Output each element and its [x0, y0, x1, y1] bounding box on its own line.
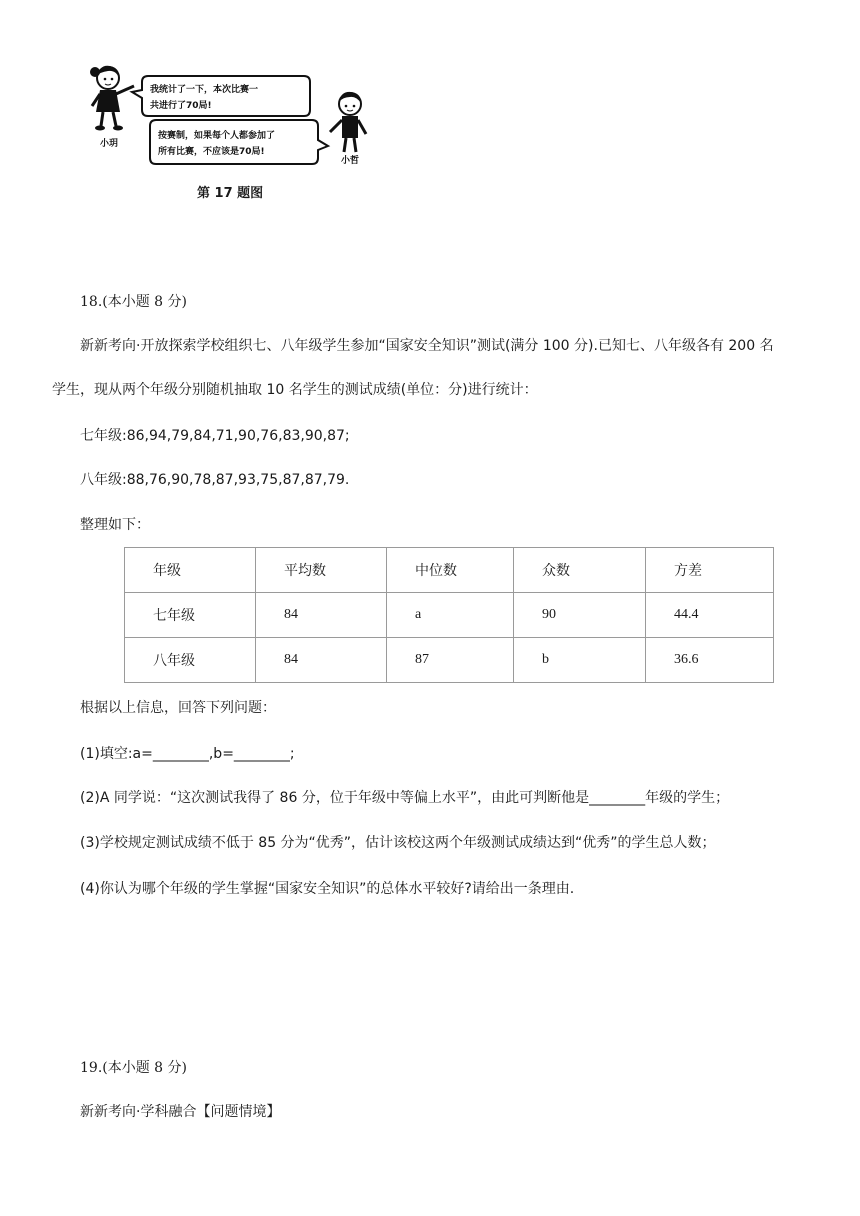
header-mean: 平均数 [256, 548, 387, 593]
stats-table [124, 547, 774, 683]
header-median: 中位数 [387, 548, 514, 593]
header-mode: 众数 [514, 548, 646, 593]
header-grade: 年级 [125, 548, 256, 593]
problem-17-figure [86, 62, 386, 172]
girl-speech-line1: 我统计了一下，本次比赛一 [150, 85, 259, 95]
cell-variance: 44.4 [646, 593, 774, 638]
row-grade-label: 七年级 [125, 593, 256, 638]
boy-speech-bubble [150, 120, 328, 164]
girl-speech-line2: 共进行了70局! [150, 101, 212, 111]
table-header-row [125, 548, 774, 593]
q18-intro-line2: 学生，现从两个年级分别随机抽取 10 名学生的测试成绩(单位：分)进行统计： [52, 382, 538, 398]
q18-intro-line1: 新新考向·开放探索学校组织七、八年级学生参加“国家安全知识”测试(满分 100 分).已知七、八年级各有 200 名 [80, 338, 774, 354]
cell-mean: 84 [256, 593, 387, 638]
cell-mode: b [514, 638, 646, 683]
q18-sub3: (3)学校规定测试成绩不低于 85 分为“优秀”，估计该校这两个年级测试成绩达到“优秀”的学生总人数； [80, 835, 716, 851]
row-grade-label: 八年级 [125, 638, 256, 683]
cell-mean: 84 [256, 638, 387, 683]
q18-sub2: (2)A 同学说：“这次测试我得了 86 分，位于年级中等偏上水平”，由此可判断他是________年级的学生； [80, 790, 730, 806]
boy-speech-line2: 所有比赛，不应该是70局! [158, 147, 265, 157]
boy-speech-line1: 按赛制，如果每个人都参加了 [158, 131, 276, 141]
cell-median: a [387, 593, 514, 638]
boy-name: 小哲 [341, 156, 360, 166]
grade8-scores: 八年级:88,76,90,78,87,93,75,87,87,79. [80, 472, 350, 488]
q18-sub1: (1)填空:a=________,b=________; [80, 746, 295, 762]
grade7-scores: 七年级:86,94,79,84,71,90,76,83,90,87; [80, 428, 350, 444]
header-variance: 方差 [646, 548, 774, 593]
q18-heading: 18.(本小题 8 分) [80, 294, 187, 310]
boy-cartoon-icon [330, 92, 366, 152]
q18-sub4: (4)你认为哪个年级的学生掌握“国家安全知识”的总体水平较好?请给出一条理由. [80, 881, 575, 897]
cell-mode: 90 [514, 593, 646, 638]
table-row [125, 593, 774, 638]
q19-heading: 19.(本小题 8 分) [80, 1060, 187, 1076]
cell-median: 87 [387, 638, 514, 683]
figure-caption: 第 17 题图 [197, 186, 264, 201]
cell-variance: 36.6 [646, 638, 774, 683]
table-row [125, 638, 774, 683]
organize-label: 整理如下： [80, 517, 150, 533]
q18-prompt: 根据以上信息，回答下列问题： [80, 700, 276, 716]
girl-name: 小玥 [100, 139, 119, 149]
q19-intro: 新新考向·学科融合【问题情境】 [80, 1104, 281, 1120]
girl-cartoon-icon [90, 66, 134, 131]
